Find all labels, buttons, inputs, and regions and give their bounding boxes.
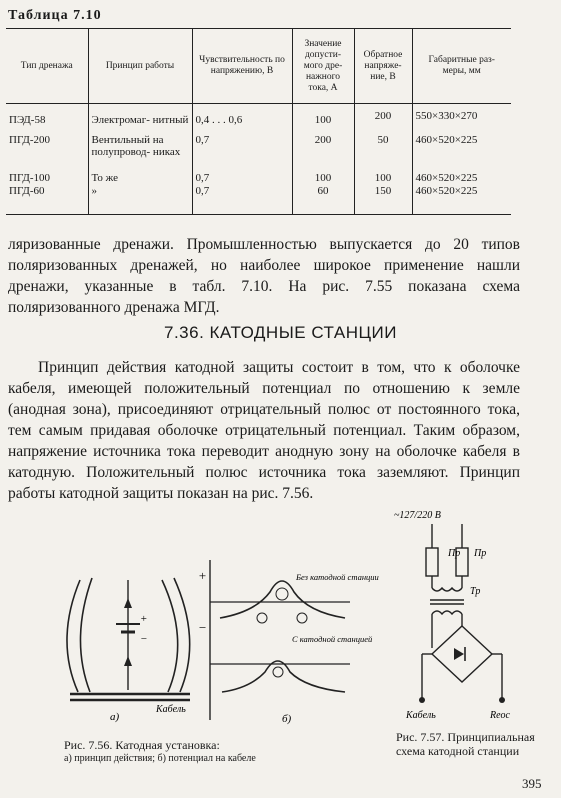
cell-size: 460×520×225 bbox=[412, 185, 511, 215]
arrow-up-icon bbox=[124, 598, 132, 608]
cable-label: Кабель bbox=[156, 704, 186, 715]
table-row bbox=[6, 104, 511, 132]
figure-7-57 bbox=[392, 508, 542, 730]
figure-7-56 bbox=[50, 560, 379, 735]
battery-minus: − bbox=[140, 633, 148, 645]
transformer-label: Тр bbox=[470, 586, 481, 597]
table-row bbox=[6, 132, 511, 172]
cell-principle: Электромаг- нитный bbox=[88, 104, 192, 132]
label-b: б) bbox=[282, 713, 292, 725]
supply-voltage-label: ~127/220 В bbox=[394, 510, 441, 521]
circuit-wires bbox=[422, 524, 502, 698]
fuse-icon bbox=[426, 548, 438, 576]
cell-current: 100 bbox=[292, 104, 354, 132]
header-principle: Принцип работы bbox=[88, 29, 192, 104]
cell-size: 550×330×270 bbox=[412, 104, 511, 132]
caption-title: Рис. 7.56. Катодная установка: bbox=[64, 738, 220, 752]
table-row bbox=[6, 185, 511, 215]
cell-sensitivity: 0,4 . . . 0,6 bbox=[192, 104, 292, 132]
battery-plus: + bbox=[140, 613, 148, 625]
cell-principle: То же bbox=[88, 172, 192, 185]
cell-sensitivity: 0,7 bbox=[192, 172, 292, 185]
fuse-label: Пр bbox=[448, 548, 461, 559]
cell-current: 200 bbox=[292, 132, 354, 172]
figure-7-56-caption bbox=[64, 738, 344, 766]
header-reverse: Обратное напряже- ние, В bbox=[354, 29, 412, 104]
terminal-icon bbox=[419, 697, 425, 703]
plus-circle-icon bbox=[276, 588, 288, 600]
cell-reverse: 150 bbox=[354, 185, 412, 215]
cell-size: 460×520×225 bbox=[412, 172, 511, 185]
table-row bbox=[6, 172, 511, 185]
cell-type: ПГД-200 bbox=[9, 133, 51, 146]
axis-minus: − bbox=[198, 620, 207, 635]
header-type: Тип дренажа bbox=[6, 29, 88, 104]
cell-current: 100 bbox=[292, 172, 354, 185]
cell-type: ПГД-60 bbox=[6, 185, 88, 215]
paragraph-drainage: ляризованные дренажи. Промышленностью выпускается до 20 типов поляризованных дренажей, но наиболее широкое применение нашли дренажи, указанные в табл. 7.10. На рис. 7.55 показана схема поляризованного дренажа МГД. bbox=[8, 236, 520, 316]
diode-icon bbox=[454, 648, 464, 660]
minus-circle-icon bbox=[257, 613, 267, 623]
curve-with bbox=[222, 661, 345, 692]
arrow-up-icon bbox=[124, 656, 132, 666]
cell-sensitivity: 0,7 bbox=[192, 185, 292, 215]
terminal-icon bbox=[499, 697, 505, 703]
cell-principle: » bbox=[88, 185, 192, 215]
cable-terminal-label: Кабель bbox=[406, 710, 436, 721]
label-without-station: Без катодной станции bbox=[296, 572, 379, 582]
primary-winding bbox=[432, 588, 462, 591]
section-heading: 7.36. КАТОДНЫЕ СТАНЦИИ bbox=[164, 323, 397, 342]
minus-circle-icon bbox=[273, 667, 283, 677]
cell-current: 60 bbox=[292, 185, 354, 215]
minus-circle-icon bbox=[297, 613, 307, 623]
cell-principle: Вентильный на полупровод- никах bbox=[88, 132, 192, 172]
secondary-winding bbox=[432, 611, 462, 614]
fuse-label: Пр bbox=[474, 548, 487, 559]
table-caption: Таблица 7.10 bbox=[8, 8, 102, 23]
page-number: 395 bbox=[522, 776, 542, 791]
header-size: Габаритные раз- меры, мм bbox=[412, 29, 511, 104]
caption-subtitle: а) принцип действия; б) потенциал на кабеле bbox=[64, 753, 256, 764]
axis-plus: + bbox=[198, 568, 207, 583]
ground-terminal-label: Reoс bbox=[490, 710, 510, 721]
paragraph-cathodic: Принцип действия катодной защиты состоит в том, что к оболочке кабеля, имеющей положительный потенциал по отношению к земле (анодная зона), присоединяют отрицательный полюс от постоянного тока, тем самым придавая оболочке отрицательный потенциал. Таким образом, напряжение источника тока переводит анодную зону на оболочке кабеля в катодную. Положительный полюс источника тока заземляют. Принцип работы катодной защиты показан на рис. 7.56. bbox=[8, 359, 520, 502]
label-with-station: С катодной станцией bbox=[292, 634, 373, 644]
figure-7-57-caption: Рис. 7.57. Принципиальная схема катодной станции bbox=[396, 730, 535, 758]
header-current: Значение допусти- мого дре- нажного тока, А bbox=[292, 29, 354, 104]
cell-sensitivity: 0,7 bbox=[192, 132, 292, 172]
cell-reverse: 200 bbox=[354, 104, 412, 132]
cell-size: 460×520×225 bbox=[412, 132, 511, 172]
cell-type: ПЭД-58 bbox=[9, 114, 46, 126]
cell-reverse: 50 bbox=[354, 132, 412, 172]
table-header-row bbox=[6, 29, 511, 104]
header-sensitivity: Чувствительность по напряжению, В bbox=[192, 29, 292, 104]
drainage-table bbox=[6, 28, 511, 215]
cell-reverse: 100 bbox=[354, 172, 412, 185]
label-a: а) bbox=[110, 711, 120, 723]
cell-type: ПГД-100 bbox=[9, 171, 51, 184]
